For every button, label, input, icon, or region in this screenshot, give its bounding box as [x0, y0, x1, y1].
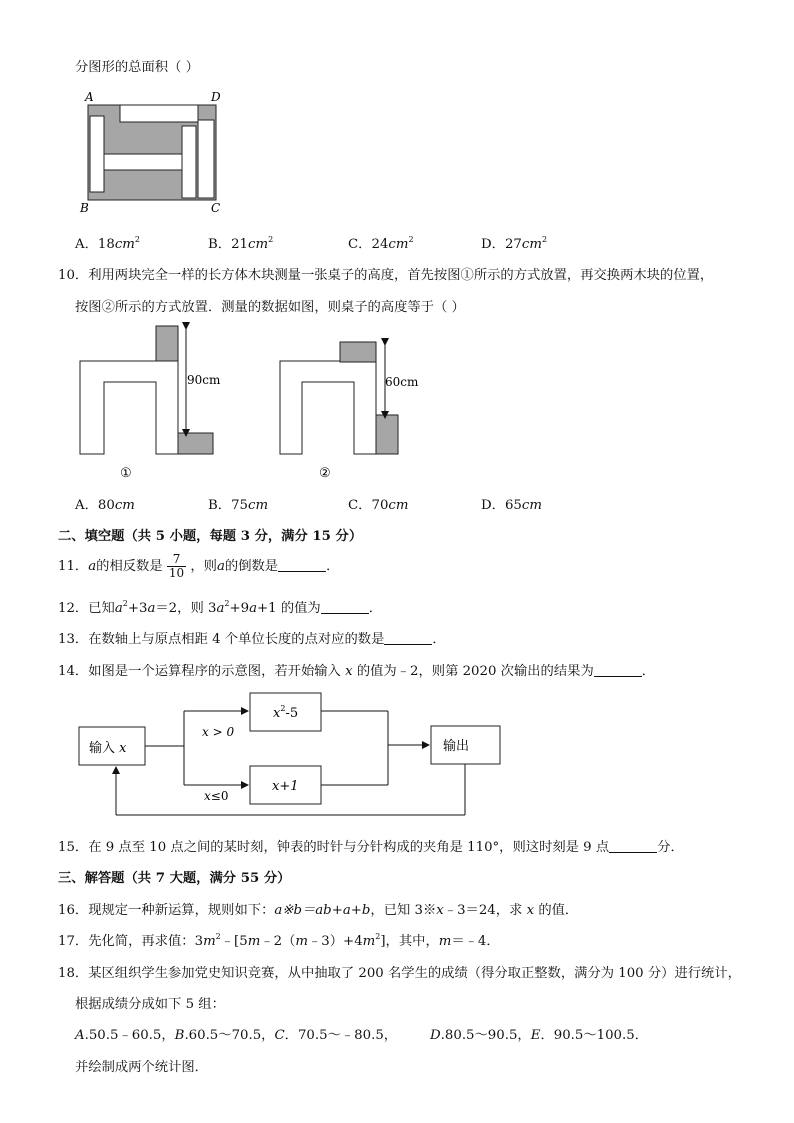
- svg-text:x > 0: x > 0: [202, 725, 235, 739]
- q18-groups: A.50.5﹣60.5，B.60.5～70.5，C．70.5～﹣80.5，: [75, 1028, 398, 1043]
- q18-line2: 根据成绩分成如下 5 组：: [75, 997, 225, 1012]
- q10-figure: [76, 320, 436, 485]
- q9-figure: [78, 88, 238, 220]
- q10-option-b[interactable]: B．75cm: [208, 498, 269, 513]
- q18-line1: 18．某区组织学生参加党史知识竞赛，从中抽取了 200 名学生的成绩（得分取正整数，满分为 100 分）进行统计，: [58, 966, 741, 981]
- answer-blank[interactable]: [384, 632, 432, 645]
- q9-option-b[interactable]: B．$21cm^2$: [208, 235, 274, 252]
- label-d: D: [211, 90, 221, 104]
- fig1-caption: ①: [120, 466, 132, 481]
- svg-text:x2-5: $x^2-5$: [273, 704, 299, 721]
- answer-blank[interactable]: [321, 601, 369, 614]
- q9-option-c[interactable]: C．$24cm^2$: [348, 235, 414, 252]
- q14-flowchart: [70, 690, 510, 820]
- q14-line: 14．如图是一个运算程序的示意图，若开始输入 x 的值为﹣2，则第 2020 次输出的结果为 ．: [58, 664, 656, 679]
- fig2-caption: ②: [319, 466, 331, 481]
- answer-blank[interactable]: [278, 559, 326, 572]
- svg-text:x≤0: x≤0: [204, 789, 229, 803]
- fig2-measure: 60cm: [385, 375, 419, 389]
- q10-option-d[interactable]: D．65cm: [481, 498, 542, 513]
- q10-line2: 按图②所示的方式放置．测量的数据如图，则桌子的高度等于（ ）: [75, 300, 465, 315]
- q10-line1: 10．利用两块完全一样的长方体木块测量一张桌子的高度，首先按图①所示的方式放置，再交换两木块的位置，: [58, 268, 714, 283]
- fig1-measure: 90cm: [187, 373, 221, 387]
- q9-option-a[interactable]: A．$18cm^2$: [75, 235, 140, 252]
- answer-blank[interactable]: [609, 840, 657, 853]
- svg-text:x+1: x+1: [272, 779, 299, 794]
- q18-line4: 并绘制成两个统计图．: [75, 1060, 208, 1075]
- section2-heading: 二、填空题（共 5 小题，每题 3 分，满分 15 分）: [58, 529, 363, 544]
- q16-line: 16．现规定一种新运算，规则如下：a※b＝ab+a+b，已知 3※x﹣3＝24，求 x 的值．: [58, 903, 579, 918]
- q10-option-c[interactable]: C．70cm: [348, 498, 409, 513]
- q9-option-d[interactable]: D．$27cm^2$: [481, 235, 548, 252]
- q15-line: 15．在 9 点至 10 点之间的某时刻，钟表的时针与分针构成的夹角是 110°，则这时刻是 9 点 分．: [58, 840, 684, 855]
- label-a: A: [85, 90, 94, 104]
- q17-line: 17．先化简，再求值：$3m^2﹣[5m﹣2(m﹣3)+4m^2]$，其中，m＝﹣4．: [58, 932, 500, 949]
- q9-text: 分图形的总面积（ ）: [75, 60, 199, 75]
- q11-line: 11．a的相反数是 $\frac{7}{10}$ ，则a的倒数是 ．: [58, 552, 340, 580]
- svg-text:输出: 输出: [443, 739, 470, 754]
- q13-line: 13．在数轴上与原点相距 4 个单位长度的点对应的数是 ．: [58, 632, 446, 647]
- q10-option-a[interactable]: A．80cm: [75, 498, 135, 513]
- answer-blank[interactable]: [594, 664, 642, 677]
- section3-heading: 三、解答题（共 7 大题，满分 55 分）: [58, 871, 291, 886]
- svg-text:输入 x: 输入 x: [89, 741, 127, 756]
- q12-line: 12．已知$a^2+3a=2$，则 $3a^2+9a+1$ 的值为 ．: [58, 599, 383, 616]
- label-c: C: [211, 201, 221, 215]
- label-b: B: [80, 201, 89, 215]
- q18-groups-cont: D.80.5～90.5，E．90.5～100.5．: [430, 1028, 649, 1043]
- fraction: $\frac{7}{10}$: [168, 552, 185, 580]
